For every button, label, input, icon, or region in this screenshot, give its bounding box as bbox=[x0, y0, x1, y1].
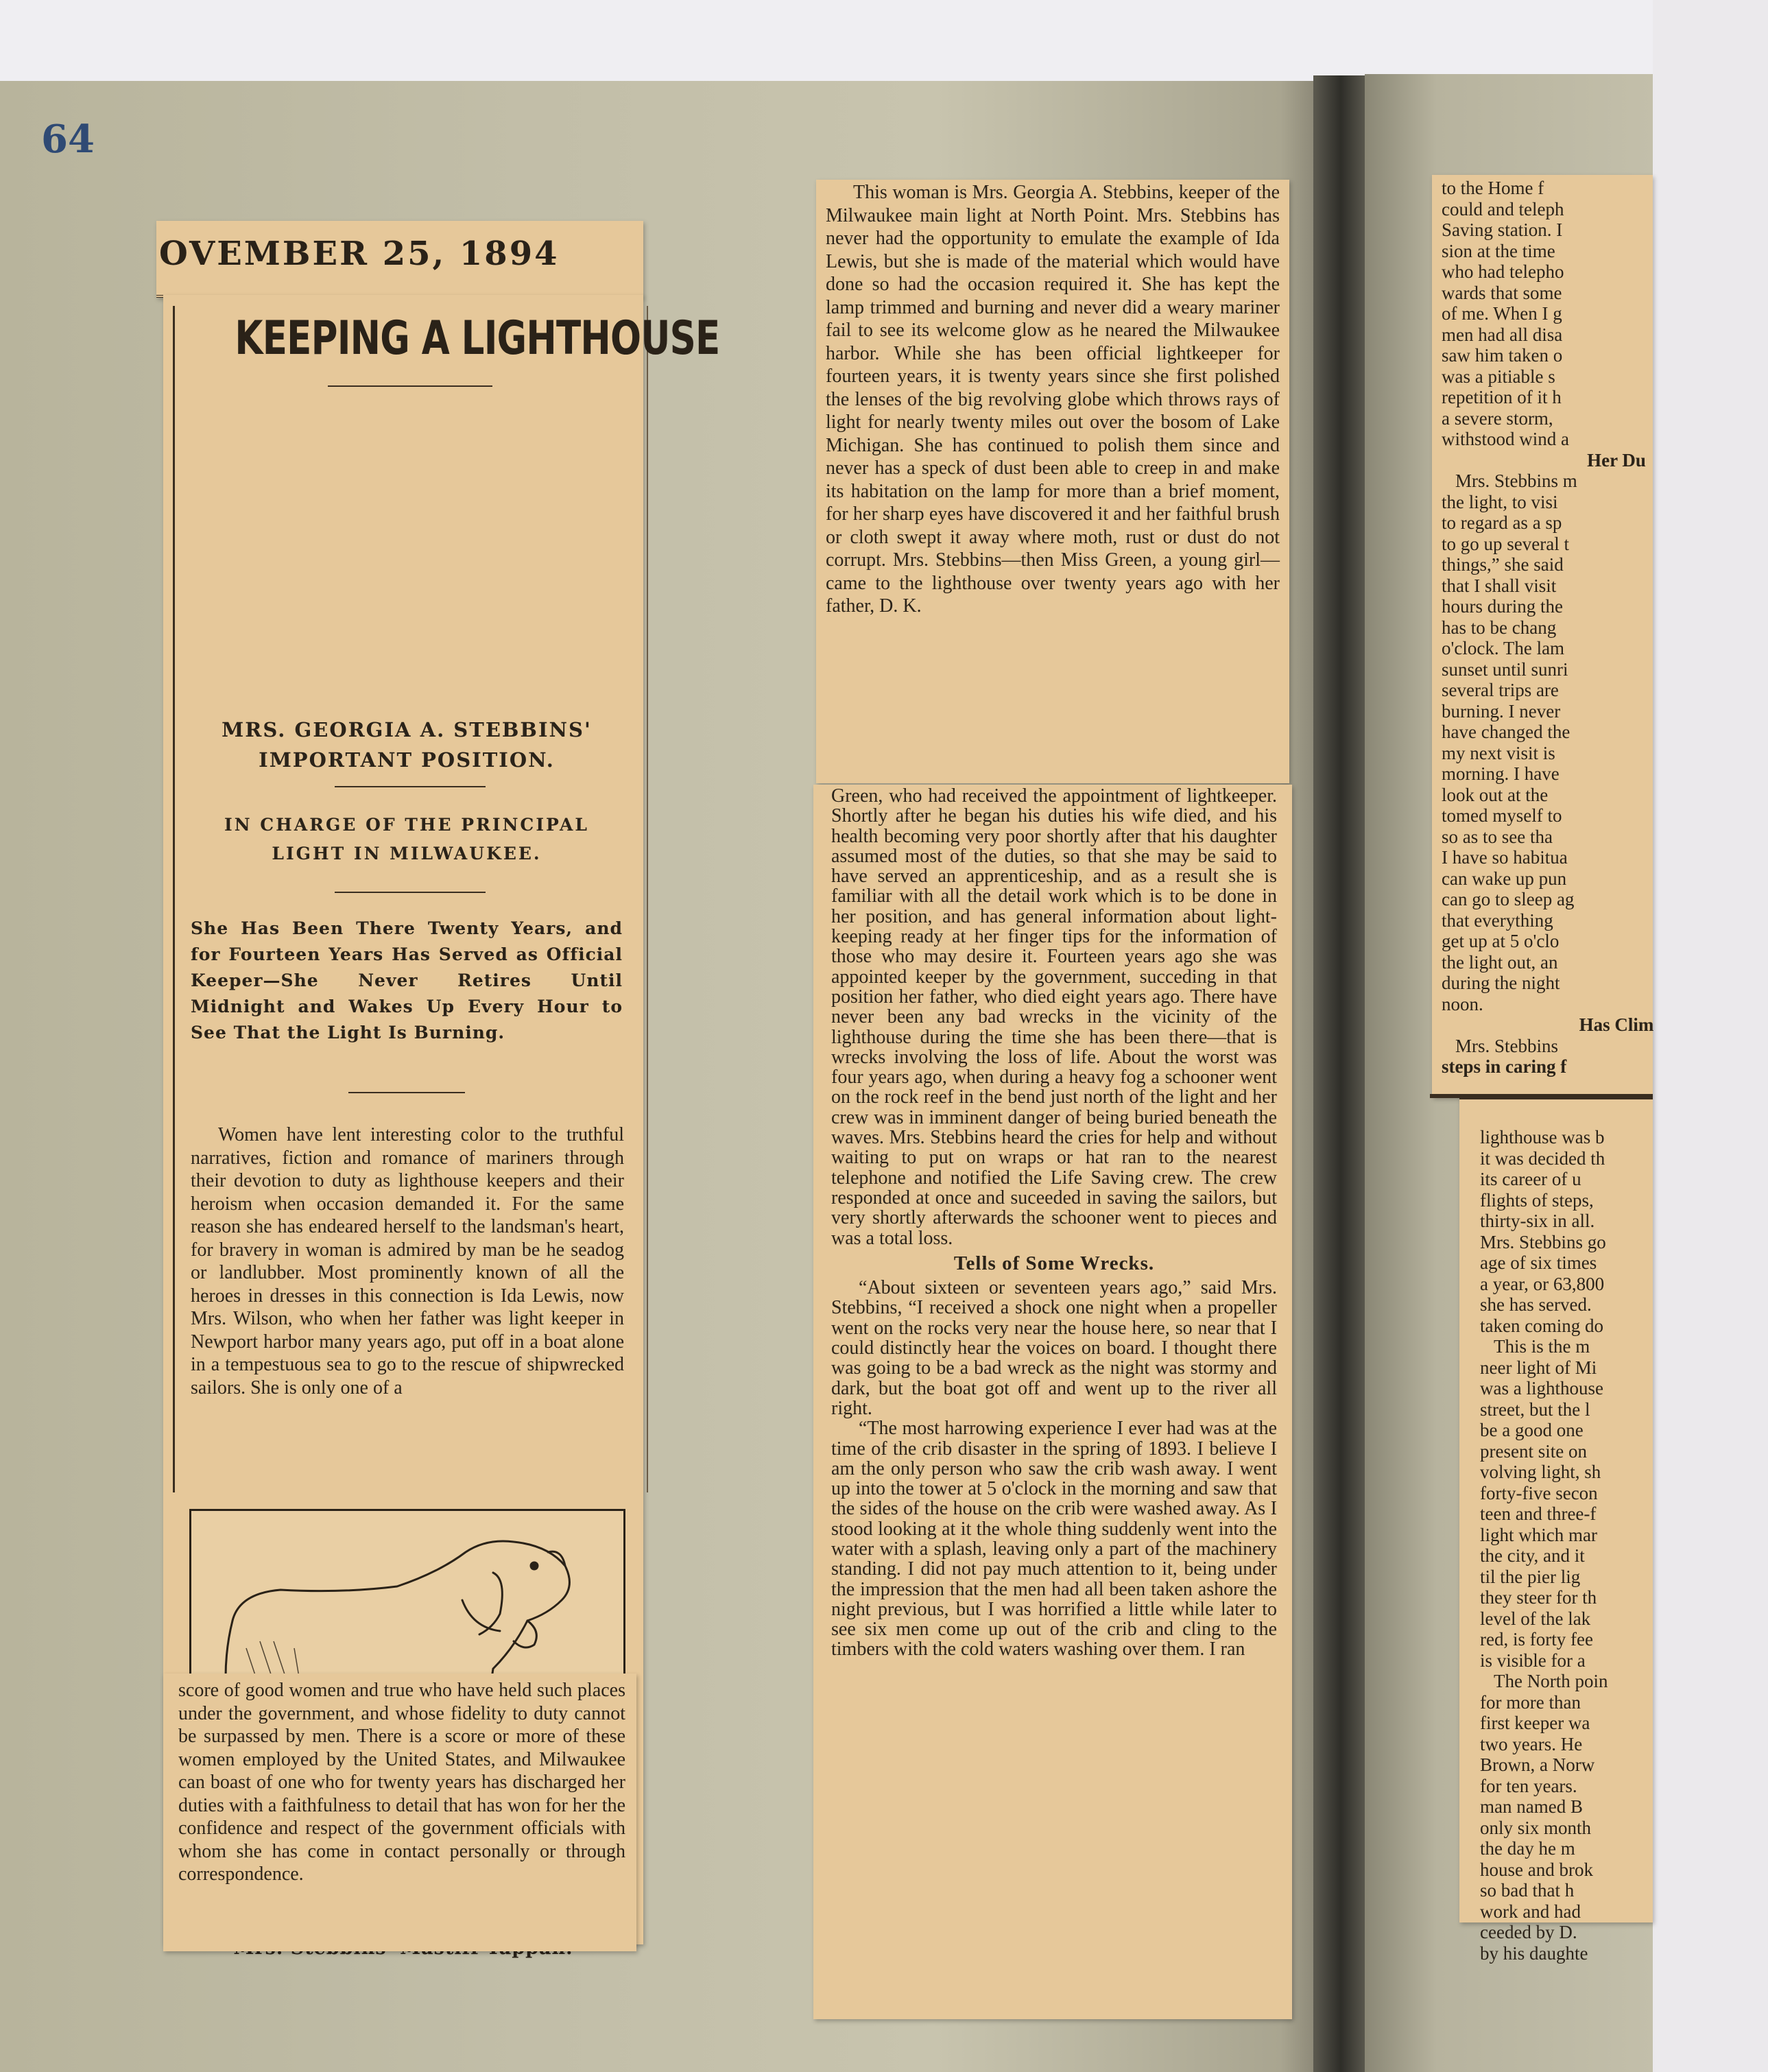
right-column-clipping-bottom bbox=[1459, 1097, 1653, 1964]
middle-column-clipping-bottom bbox=[813, 785, 1292, 2019]
article-body-left-2 bbox=[178, 1679, 625, 1950]
line: the city, and it bbox=[1480, 1545, 1585, 1566]
line: red, is forty fee bbox=[1480, 1629, 1593, 1650]
line: so bad that h bbox=[1480, 1880, 1575, 1901]
paragraph: “The most harrowing experience I ever had was at the time of the crib disaster in the spring of 1893. I believe I am the only person who saw the crib wash away. I went up into the tower at 5 o'clock in the morning and saw that the sides of the house on the crib were washed away. As I stood looking at it the whole thing suddenly went into the water with a splash, leaving only a part of the machinery standing. I did not pay much attention to it, being under the impression that the men had all been taken ashore the night previous, but I was horrified a little while later to see six men come up out of the crib and cling to the timbers with the cold waters washing over them. I ran bbox=[831, 1418, 1277, 1660]
line: noon. bbox=[1442, 993, 1483, 1014]
line: men had all disa bbox=[1442, 324, 1563, 345]
line: hours during the bbox=[1442, 596, 1563, 617]
line: repetition of it h bbox=[1442, 387, 1562, 407]
line: sunset until sunri bbox=[1442, 658, 1568, 680]
line: level of the lak bbox=[1480, 1608, 1591, 1629]
line: was a lighthouse bbox=[1480, 1378, 1603, 1398]
line: several trips are bbox=[1442, 680, 1559, 700]
line: that everything bbox=[1442, 909, 1553, 931]
line: thirty-six in all. bbox=[1480, 1211, 1595, 1231]
line: lighthouse was b bbox=[1480, 1127, 1605, 1147]
line: house and brok bbox=[1480, 1859, 1593, 1880]
subhead-two: IN CHARGE OF THE PRINCIPAL LIGHT IN MILWAUKEE. bbox=[224, 815, 589, 864]
article-body-right-1 bbox=[1442, 178, 1730, 1083]
line: steps in caring f bbox=[1442, 1056, 1567, 1077]
article-date: OVEMBER 25, 1894 bbox=[159, 235, 560, 273]
line: forty-five secon bbox=[1480, 1482, 1598, 1503]
line: my next visit is bbox=[1442, 742, 1555, 763]
line: sion at the time bbox=[1442, 240, 1555, 261]
paragraph: This woman is Mrs. Georgia A. Stebbins, keeper of the Milwaukee main light at North Point. Mrs. Stebbins has never had the opportunity to emulate the example of Ida Lewis, but she is made of the material which would have done so had the occasion required it. She has kept the lamp trimmed and burning and never did a weary mariner fail to see its welcome glow as he neared the Milwaukee harbor. While she has been official lightkeeper for fourteen years, it is twenty years since she first polished the lenses of the big revolving globe which throws rays of light for nearly twenty miles out over the bosom of Lake Michigan. She has continued to polish them since and never has a speck of dust been able to creep in and make its habitation on the lamp for more than a brief moment, for her sharp eyes have discovered it and her faithful brush or cloth swept it away where moth, rust or dust do not corrupt. Mrs. Stebbins—then Miss Green, a young girl—came to the lighthouse over twenty years ago with her father, D. K. bbox=[826, 182, 1280, 617]
line: withstood wind a bbox=[1442, 429, 1569, 449]
line: so as to see tha bbox=[1442, 826, 1553, 847]
line: that I shall visit bbox=[1442, 575, 1557, 596]
line: Brown, a Norw bbox=[1480, 1754, 1595, 1775]
line: to the Home f bbox=[1442, 178, 1544, 198]
line: get up at 5 o'clo bbox=[1442, 931, 1560, 951]
line: for ten years. bbox=[1480, 1775, 1577, 1796]
line: the light out, an bbox=[1442, 951, 1558, 973]
article-deck: She Has Been There Twenty Years, and for Fourteen Years Has Served as Official Keeper—She Never Retires Until Midnight and Wakes Up Every Hour to See That the Light Is Burning. bbox=[191, 918, 623, 1043]
line: is visible for a bbox=[1480, 1650, 1586, 1671]
divider bbox=[328, 385, 492, 387]
line: be a good one bbox=[1480, 1420, 1584, 1440]
section-heading-has-climbed: Has Clim bbox=[1579, 1014, 1654, 1035]
article-body-middle-2 bbox=[831, 786, 1277, 2018]
line: has to be chang bbox=[1442, 617, 1557, 638]
line: have changed the bbox=[1442, 722, 1570, 742]
line: age of six times bbox=[1480, 1252, 1597, 1273]
line: the light, to visi bbox=[1442, 491, 1558, 512]
line: look out at the bbox=[1442, 784, 1549, 805]
line: she has served. bbox=[1480, 1294, 1592, 1315]
line: taken coming do bbox=[1480, 1315, 1603, 1336]
line: during the night bbox=[1442, 973, 1560, 993]
article-body-left-1 bbox=[191, 1123, 624, 1494]
scan-background bbox=[0, 0, 1653, 82]
line: for more than bbox=[1480, 1691, 1581, 1713]
line: neer light of Mi bbox=[1480, 1357, 1597, 1378]
line: Mrs. Stebbins m bbox=[1455, 471, 1577, 491]
right-column-clipping-top bbox=[1432, 175, 1653, 1097]
date-clipping bbox=[156, 221, 643, 298]
line: the day he m bbox=[1480, 1838, 1575, 1859]
line: things,” she said bbox=[1442, 554, 1564, 575]
line: ceeded by D. bbox=[1480, 1922, 1577, 1942]
line: to go up several t bbox=[1442, 533, 1569, 554]
subhead-one: MRS. GEORGIA A. STEBBINS' IMPORTANT POSITION. bbox=[222, 718, 592, 772]
line: work and had bbox=[1480, 1901, 1581, 1922]
headline: KEEPING A LIGHTHOUSE bbox=[235, 311, 720, 366]
line: present site on bbox=[1480, 1440, 1587, 1462]
left-column-clipping-bottom bbox=[163, 1674, 636, 1951]
line: Saving station. I bbox=[1442, 219, 1563, 240]
divider bbox=[348, 1092, 465, 1093]
line: burning. I never bbox=[1442, 700, 1561, 722]
divider bbox=[335, 786, 486, 787]
divider bbox=[335, 892, 486, 893]
line: Mrs. Stebbins bbox=[1455, 1035, 1559, 1056]
article-body-middle-1 bbox=[826, 181, 1280, 782]
section-heading-her-duties: Her Du bbox=[1587, 449, 1646, 471]
line: volving light, sh bbox=[1480, 1462, 1601, 1482]
line: of me. When I g bbox=[1442, 303, 1562, 324]
line: can wake up pun bbox=[1442, 868, 1567, 889]
line: wards that some bbox=[1442, 282, 1562, 303]
line: it was decided th bbox=[1480, 1147, 1605, 1169]
line: saw him taken o bbox=[1442, 345, 1563, 366]
line: o'clock. The lam bbox=[1442, 638, 1565, 658]
line: tomed myself to bbox=[1442, 805, 1562, 826]
paragraph: score of good women and true who have held such places under the government, and whose fidelity to duty cannot be surpassed by men. There is a score or more of these women employed by the United States, and Milwaukee can boast of one who for twenty years has discharged her duties with a faithfulness to detail that has won for her the confidence and respect of the government officials with whom she has come in contact personally or through correspondence. bbox=[178, 1680, 625, 1885]
line: who had telepho bbox=[1442, 261, 1564, 282]
line: man named B bbox=[1480, 1796, 1583, 1817]
line: I have so habitua bbox=[1442, 847, 1568, 868]
line: by his daughte bbox=[1480, 1942, 1588, 1964]
line: This is the m bbox=[1494, 1336, 1590, 1357]
paragraph: Green, who had received the appointment of lightkeeper. Shortly after he began his duties his wife died, and his health becoming very poor shortly after that his daughter assumed most of the duties, so that she may be said to have served an apprenticeship, and as a result she is familiar with all the detail work which is to be done in her position, and has general information about light-keeping ready at her finger tips for the information of those who may desire it. Fourteen years ago she was appointed keeper by the government, succeding in that position her father, who died eight years ago. There have never been any bad wrecks in the vicinity of the lighthouse during the time she has been there—that is wrecks involving the loss of life. About the worst was four years ago, when during a heavy fog a schooner went on the rock reef in the bend just north of the light and her crew was in imminent danger of being buried beneath the waves. Mrs. Stebbins heard the cries for help and without waiting to put on wraps or hat ran to the nearest telephone and notified the Life Saving crew. The crew responded at once and suceeded in saving the sailors, but very shortly afterwards the schooner went to pieces and was a total loss. bbox=[831, 785, 1277, 1249]
line: flights of steps, bbox=[1480, 1189, 1594, 1211]
line: til the pier lig bbox=[1480, 1566, 1581, 1587]
line: The North poin bbox=[1494, 1671, 1608, 1691]
line: only six month bbox=[1480, 1817, 1592, 1838]
line: street, but the l bbox=[1480, 1398, 1590, 1420]
line: first keeper wa bbox=[1480, 1713, 1590, 1733]
line: can go to sleep ag bbox=[1442, 889, 1575, 909]
line: to regard as a sp bbox=[1442, 512, 1562, 533]
line: a year, or 63,800 bbox=[1480, 1273, 1605, 1294]
line: light which mar bbox=[1480, 1524, 1597, 1545]
article-body-right-2 bbox=[1480, 1127, 1768, 1964]
paragraph: Women have lent interesting color to the truthful narratives, fiction and romance of mariners through their devotion to duty as lighthouse keepers and their heroism when occasion demanded it. For the same reason she has endeared herself to the landsman's heart, for bravery in woman is admired by man be he seadog or landlubber. Most prominently known of all the heroes in dresses in this connection is Ida Lewis, now Mrs. Wilson, who when her father was light keeper in Newport harbor many years ago, put off in a boat alone in a tempestuous sea to go to the rescue of shipwrecked sailors. She is only one of a bbox=[191, 1124, 624, 1398]
line: a severe storm, bbox=[1442, 407, 1553, 429]
middle-column-clipping-top bbox=[816, 180, 1289, 783]
line: Mrs. Stebbins go bbox=[1480, 1231, 1606, 1252]
line: morning. I have bbox=[1442, 763, 1560, 784]
section-heading-wrecks: Tells of Some Wrecks. bbox=[953, 1252, 1155, 1274]
line: was a pitiable s bbox=[1442, 366, 1555, 387]
line: two years. He bbox=[1480, 1733, 1583, 1754]
line: could and teleph bbox=[1442, 198, 1564, 219]
line: its career of u bbox=[1480, 1169, 1581, 1189]
line: they steer for th bbox=[1480, 1587, 1597, 1608]
book-gutter bbox=[1313, 75, 1368, 2072]
page-number: 64 bbox=[41, 117, 95, 162]
paragraph: “About sixteen or seventeen years ago,” said Mrs. Stebbins, “I received a shock one night when a propeller went on the rocks very near the house here, so near that I could distinctly hear the voices on board. I thought there was going to be a bad wreck as the night was stormy and dark, but the boat got off and went up to the river all right. bbox=[831, 1277, 1277, 1419]
line: teen and three-f bbox=[1480, 1503, 1597, 1524]
